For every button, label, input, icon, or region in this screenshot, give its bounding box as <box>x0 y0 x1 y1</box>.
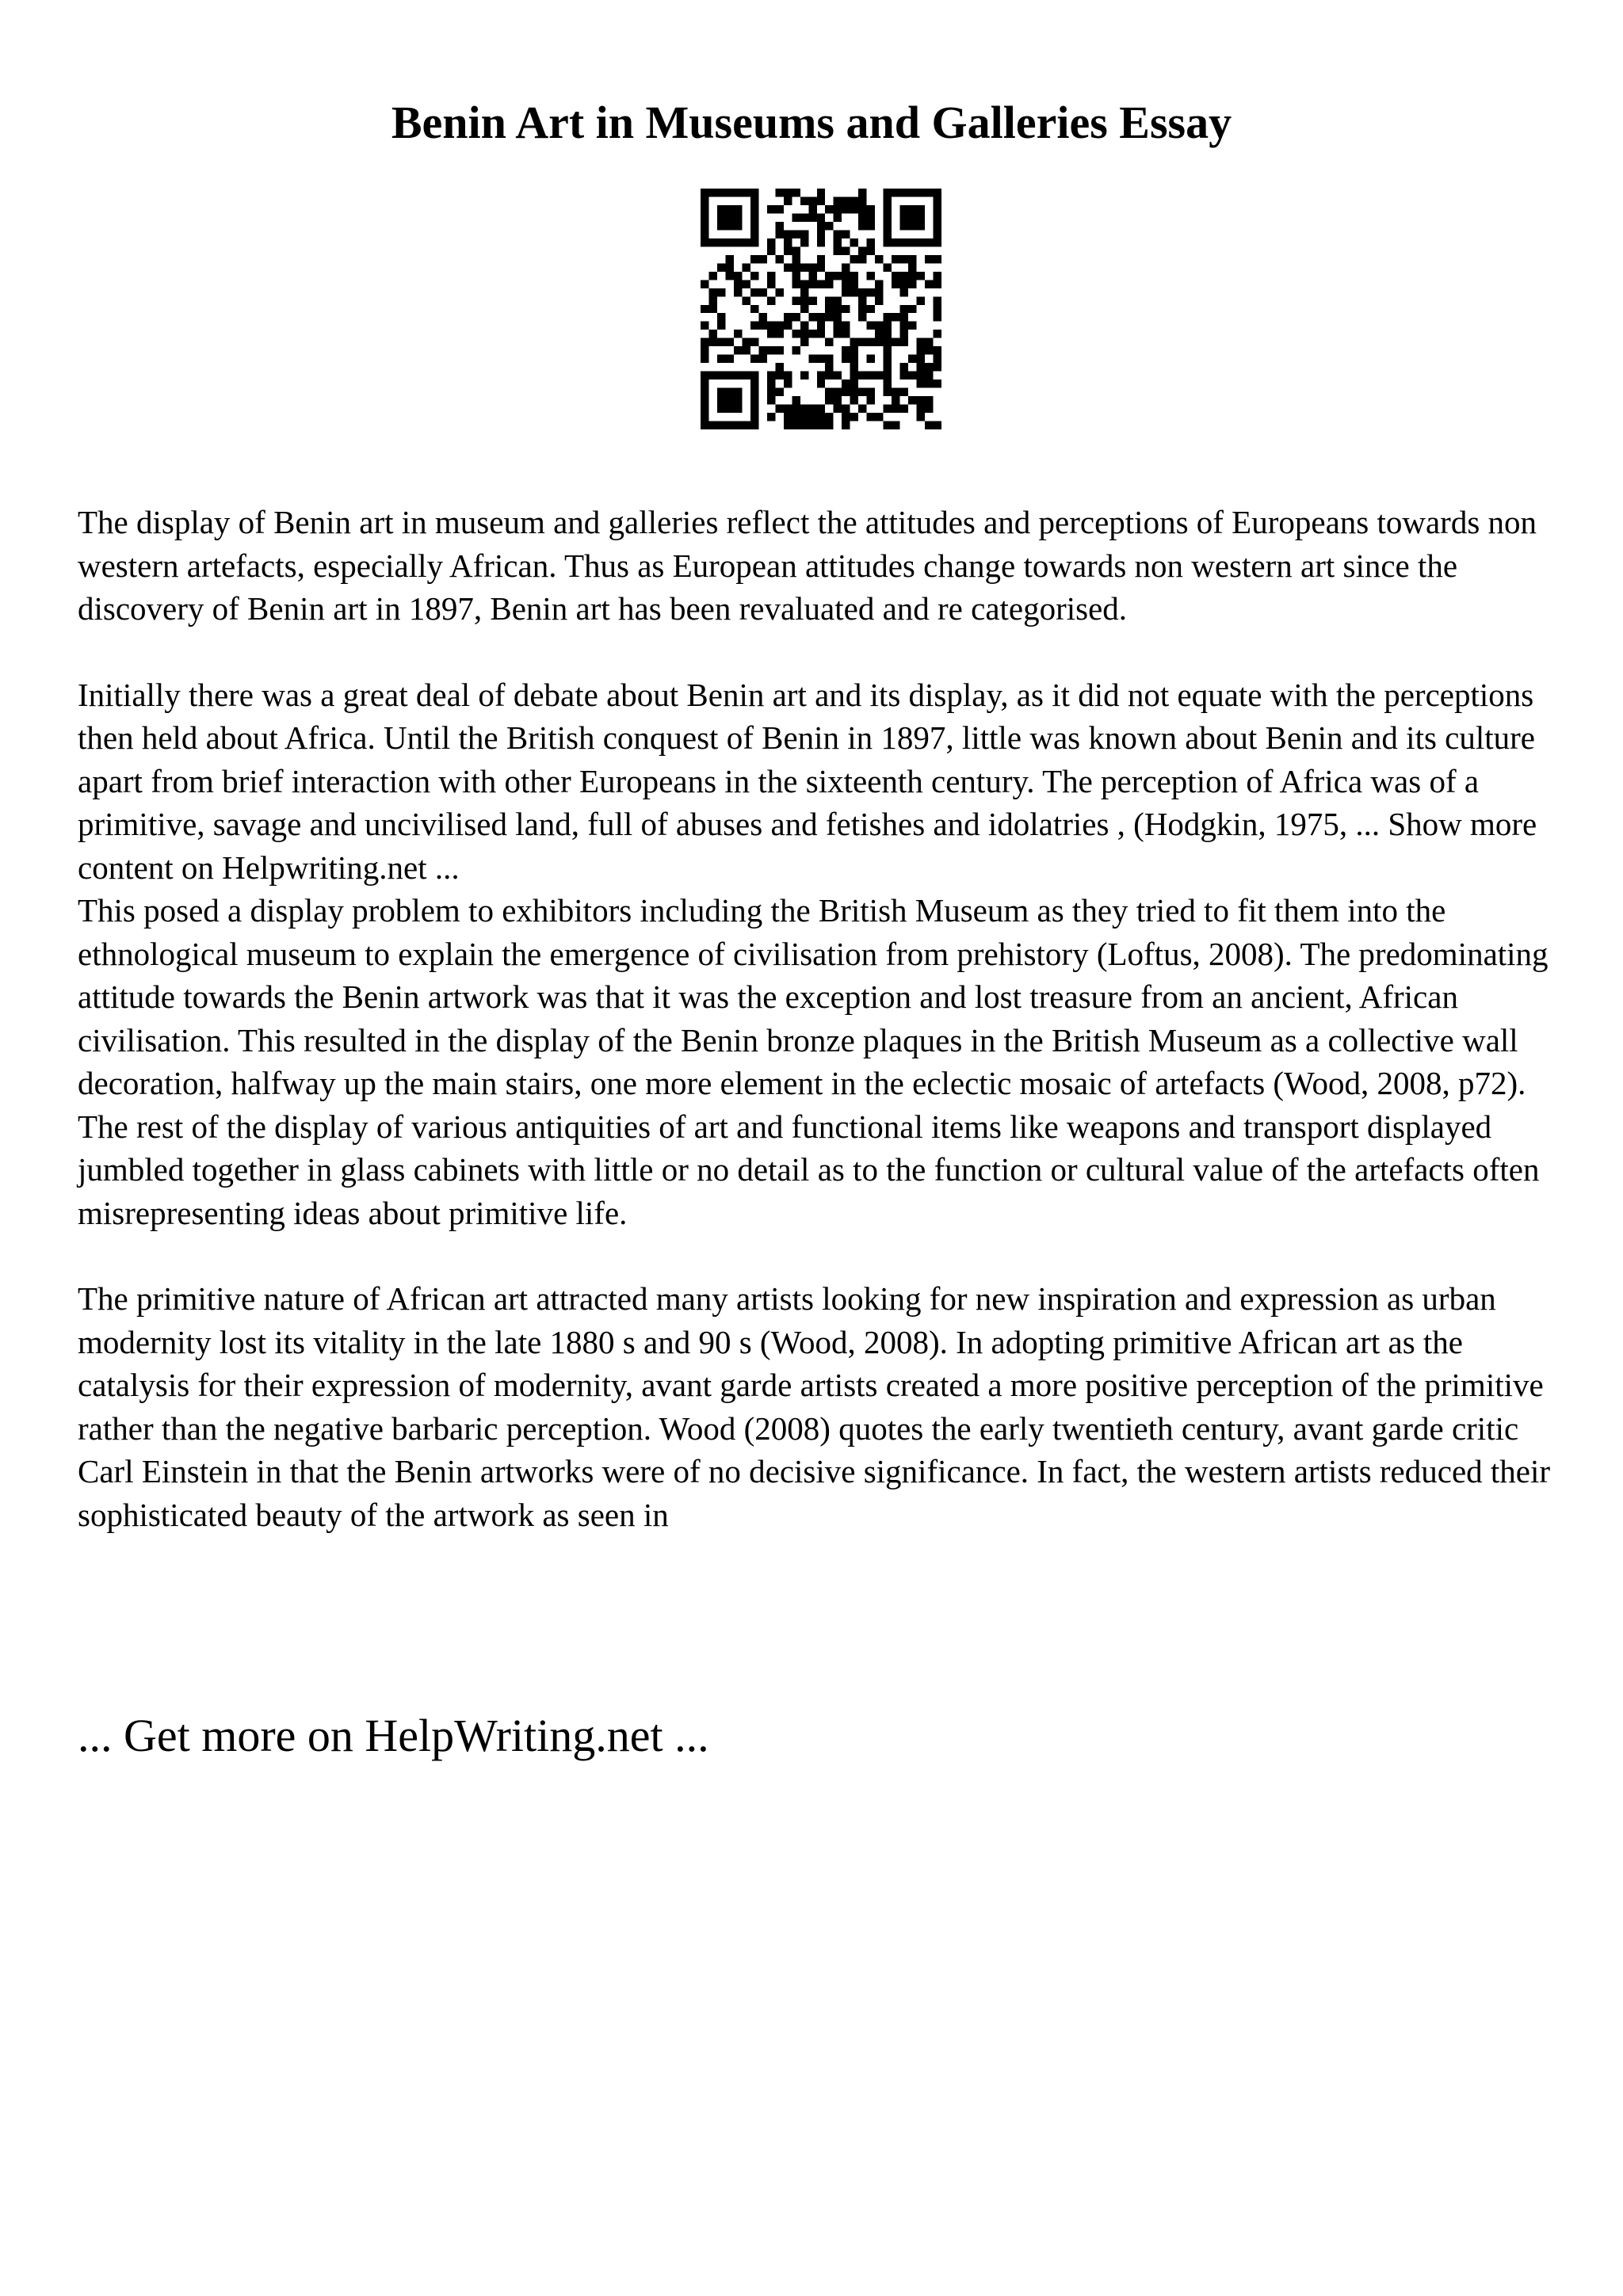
paragraph-display-problem: This posed a display problem to exhibitors including the British Museum as they tried to fit them into the ethnological museum to explain the emergence of civilisation from prehistory (Loftus, 2008). The predominating attitude towards the Benin artwork was that it was the exception and lost treasure from an ancient, African civilisation. This resulted in the display of the Benin bronze plaques in the British Museum as a collective wall decoration, halfway up the main stairs, one more element in the eclectic mosaic of artefacts (Wood, 2008, p72). The rest of the display of various antiquities of art and functional items like weapons and transport displayed jumbled together in glass cabinets with little or no detail as to the function or cultural value of the artefacts often misrepresenting ideas about primitive life. <box>78 892 1549 1231</box>
paragraph-debate: Initially there was a great deal of debate about Benin art and its display, as it did not equate with the perceptions then held about Africa. Until the British conquest of Benin in 1897, little was known about Benin and its culture apart from brief interaction with other Europeans in the sixteenth century. The perception of Africa was of a primitive, savage and uncivilised land, full of abuses and fetishes and idolatries , (Hodgkin, 1975, ... Show more content on Helpwriting.net ... <box>78 676 1537 886</box>
document-title: Benin Art in Museums and Galleries Essay <box>391 97 1232 148</box>
get-more-link[interactable]: ... Get more on HelpWriting.net ... <box>78 1710 709 1761</box>
qr-code-icon[interactable] <box>701 189 941 429</box>
document-body <box>78 501 1568 1536</box>
paragraph-primitive-nature: The primitive nature of African art attracted many artists looking for new inspiration and expression as urban modernity lost its vitality in the late 1880 s and 90 s (Wood, 2008). In adopting primitive African art as the catalysis for their expression of modernity, avant garde artists created a more positive perception of the primitive rather than the negative barbaric perception. Wood (2008) quotes the early twentieth century, avant garde critic Carl Einstein in that the Benin artworks were of no decisive significance. In fact, the western artists reduced their sophisticated beauty of the artwork as seen in <box>78 1280 1551 1533</box>
paragraph-intro: The display of Benin art in museum and galleries reflect the attitudes and perceptions of Europeans towards non western artefacts, especially African. Thus as European attitudes change towards non western art since the discovery of Benin art in 1897, Benin art has been revaluated and re categorised. <box>78 504 1537 627</box>
